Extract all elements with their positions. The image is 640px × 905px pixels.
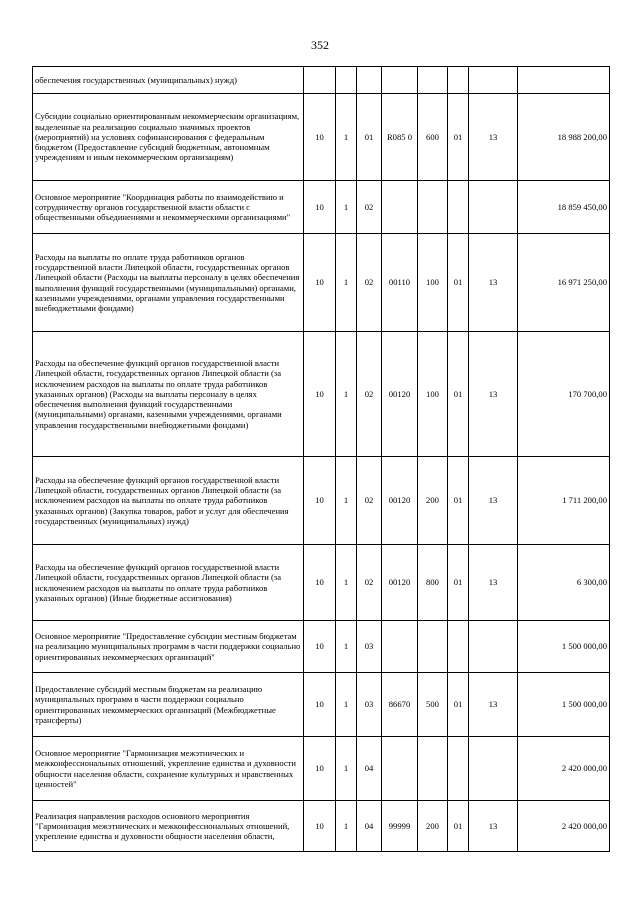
activity-code: 02 (357, 545, 382, 621)
activity-code: 02 (357, 332, 382, 457)
table-row (33, 234, 610, 332)
expense-type-code: 800 (418, 545, 448, 621)
amount: 18 988 200,00 (518, 94, 610, 181)
program-code: 10 (304, 332, 336, 457)
amount: 1 500 000,00 (518, 621, 610, 673)
subprogram-code: 1 (336, 801, 357, 852)
program-code: 10 (304, 457, 336, 545)
program-code: 10 (304, 737, 336, 801)
expense-type-code (418, 737, 448, 801)
program-code: 10 (304, 234, 336, 332)
section-code: 01 (448, 234, 469, 332)
subsection-code (469, 181, 518, 234)
program-code: 10 (304, 545, 336, 621)
row-description: Расходы на обеспечение функций органов государственной власти Липецкой области, государственных органов Липецкой области (за исключением расходов на выплаты по оплате труда работников указанных органов) (Иные бюджетные ассигнования) (33, 545, 304, 621)
expense-direction-code: 00120 (382, 545, 418, 621)
section-code: 01 (448, 94, 469, 181)
expense-direction-code: 86670 (382, 673, 418, 737)
expense-type-code: 600 (418, 94, 448, 181)
budget-table (32, 66, 610, 852)
expense-direction-code (382, 621, 418, 673)
section-code: 01 (448, 801, 469, 852)
amount: 1 711 200,00 (518, 457, 610, 545)
expense-direction-code (382, 737, 418, 801)
expense-direction-code: 99999 (382, 801, 418, 852)
expense-direction-code: 00120 (382, 332, 418, 457)
expense-type-code: 500 (418, 673, 448, 737)
activity-code: 02 (357, 457, 382, 545)
row-description: Основное мероприятие "Предоставление субсидии местным бюджетам на реализацию муниципальных программ в части поддержки социально ориентированных некоммерческих организаций" (33, 621, 304, 673)
program-code: 10 (304, 621, 336, 673)
activity-code: 01 (357, 94, 382, 181)
section-code: 01 (448, 457, 469, 545)
subsection-code: 13 (469, 332, 518, 457)
subprogram-code: 1 (336, 332, 357, 457)
row-description: Расходы на обеспечение функций органов государственной власти Липецкой области, государственных органов Липецкой области (за исключением расходов на выплаты по оплате труда работников указанных органов) (Закупка товаров, работ и услуг для обеспечения государственных (муниципальных) нужд) (33, 457, 304, 545)
program-code: 10 (304, 181, 336, 234)
activity-code: 04 (357, 737, 382, 801)
activity-code: 04 (357, 801, 382, 852)
subprogram-code: 1 (336, 621, 357, 673)
subsection-code (469, 67, 518, 94)
page-number: 352 (311, 38, 329, 52)
table-row (33, 332, 610, 457)
row-description: Основное мероприятие "Координация работы по взаимодействию и сотрудничеству органов государственной власти области с общественными объединениями и некоммерческими организациями" (33, 181, 304, 234)
amount: 16 971 250,00 (518, 234, 610, 332)
table-row (33, 181, 610, 234)
section-code: 01 (448, 332, 469, 457)
subprogram-code: 1 (336, 234, 357, 332)
subprogram-code: 1 (336, 457, 357, 545)
expense-direction-code: R085 0 (382, 94, 418, 181)
amount: 2 420 000,00 (518, 801, 610, 852)
row-description: Субсидии социально ориентированным некоммерческим организациям, выделенные на реализацию социально значимых проектов (мероприятий) на условиях софинансирования с федеральным бюджетом (Предоставление субсидий бюджетным, автономным учреждениям и иным некоммерческим организациям) (33, 94, 304, 181)
subsection-code: 13 (469, 801, 518, 852)
subsection-code: 13 (469, 234, 518, 332)
section-code: 01 (448, 545, 469, 621)
subprogram-code (336, 67, 357, 94)
subprogram-code: 1 (336, 545, 357, 621)
activity-code: 02 (357, 234, 382, 332)
expense-direction-code: 00110 (382, 234, 418, 332)
subsection-code: 13 (469, 545, 518, 621)
expense-type-code (418, 181, 448, 234)
expense-direction-code (382, 67, 418, 94)
table-row (33, 94, 610, 181)
row-description: Расходы на выплаты по оплате труда работников органов государственной власти Липецкой области, государственных органов Липецкой области (Расходы на выплаты персоналу в целях обеспечения выполнения функций государственными (муниципальными) органами, казенными учреждениями, органами управления государственными внебюджетными фондами) (33, 234, 304, 332)
row-description: Предоставление субсидий местным бюджетам на реализацию муниципальных программ в части поддержки социально ориентированных некоммерческих организаций (Межбюджетные трансферты) (33, 673, 304, 737)
expense-type-code: 100 (418, 234, 448, 332)
row-description: обеспечения государственных (муниципальных) нужд) (33, 67, 304, 94)
amount: 1 500 000,00 (518, 673, 610, 737)
table-row (33, 457, 610, 545)
row-description: Расходы на обеспечение функций органов государственной власти Липецкой области, государственных органов Липецкой области (за исключением расходов на выплаты по оплате труда работников указанных органов) (Расходы на выплаты персоналу в целях обеспечения выполнения функций государственными (муниципальными) органами, казенными учреждениями, органами управления государственными внебюджетными фондами) (33, 332, 304, 457)
program-code (304, 67, 336, 94)
activity-code: 03 (357, 621, 382, 673)
row-description: Реализация направления расходов основного мероприятия "Гармонизация межэтнических и межконфессиональных отношений, укрепление единства и духовности общности населения области, (33, 801, 304, 852)
activity-code: 02 (357, 181, 382, 234)
program-code: 10 (304, 673, 336, 737)
expense-type-code: 100 (418, 332, 448, 457)
subsection-code: 13 (469, 457, 518, 545)
expense-type-code: 200 (418, 801, 448, 852)
program-code: 10 (304, 801, 336, 852)
section-code: 01 (448, 673, 469, 737)
subsection-code: 13 (469, 94, 518, 181)
subprogram-code: 1 (336, 673, 357, 737)
section-code (448, 67, 469, 94)
program-code: 10 (304, 94, 336, 181)
amount: 18 859 450,00 (518, 181, 610, 234)
subsection-code (469, 737, 518, 801)
table-row (33, 621, 610, 673)
activity-code (357, 67, 382, 94)
expense-direction-code: 00120 (382, 457, 418, 545)
subprogram-code: 1 (336, 737, 357, 801)
row-description: Основное мероприятие "Гармонизация межэтнических и межконфессиональных отношений, укрепление единства и духовности общности населения области, сохранение культурных и нравственных ценностей" (33, 737, 304, 801)
amount (518, 67, 610, 94)
expense-type-code (418, 67, 448, 94)
subsection-code (469, 621, 518, 673)
amount: 170 700,00 (518, 332, 610, 457)
section-code (448, 181, 469, 234)
expense-direction-code (382, 181, 418, 234)
subprogram-code: 1 (336, 181, 357, 234)
activity-code: 03 (357, 673, 382, 737)
section-code (448, 621, 469, 673)
table-row (33, 801, 610, 852)
amount: 6 300,00 (518, 545, 610, 621)
table-row (33, 737, 610, 801)
subprogram-code: 1 (336, 94, 357, 181)
expense-type-code: 200 (418, 457, 448, 545)
table-row (33, 673, 610, 737)
table-row (33, 545, 610, 621)
table-row (33, 67, 610, 94)
section-code (448, 737, 469, 801)
subsection-code: 13 (469, 673, 518, 737)
amount: 2 420 000,00 (518, 737, 610, 801)
expense-type-code (418, 621, 448, 673)
